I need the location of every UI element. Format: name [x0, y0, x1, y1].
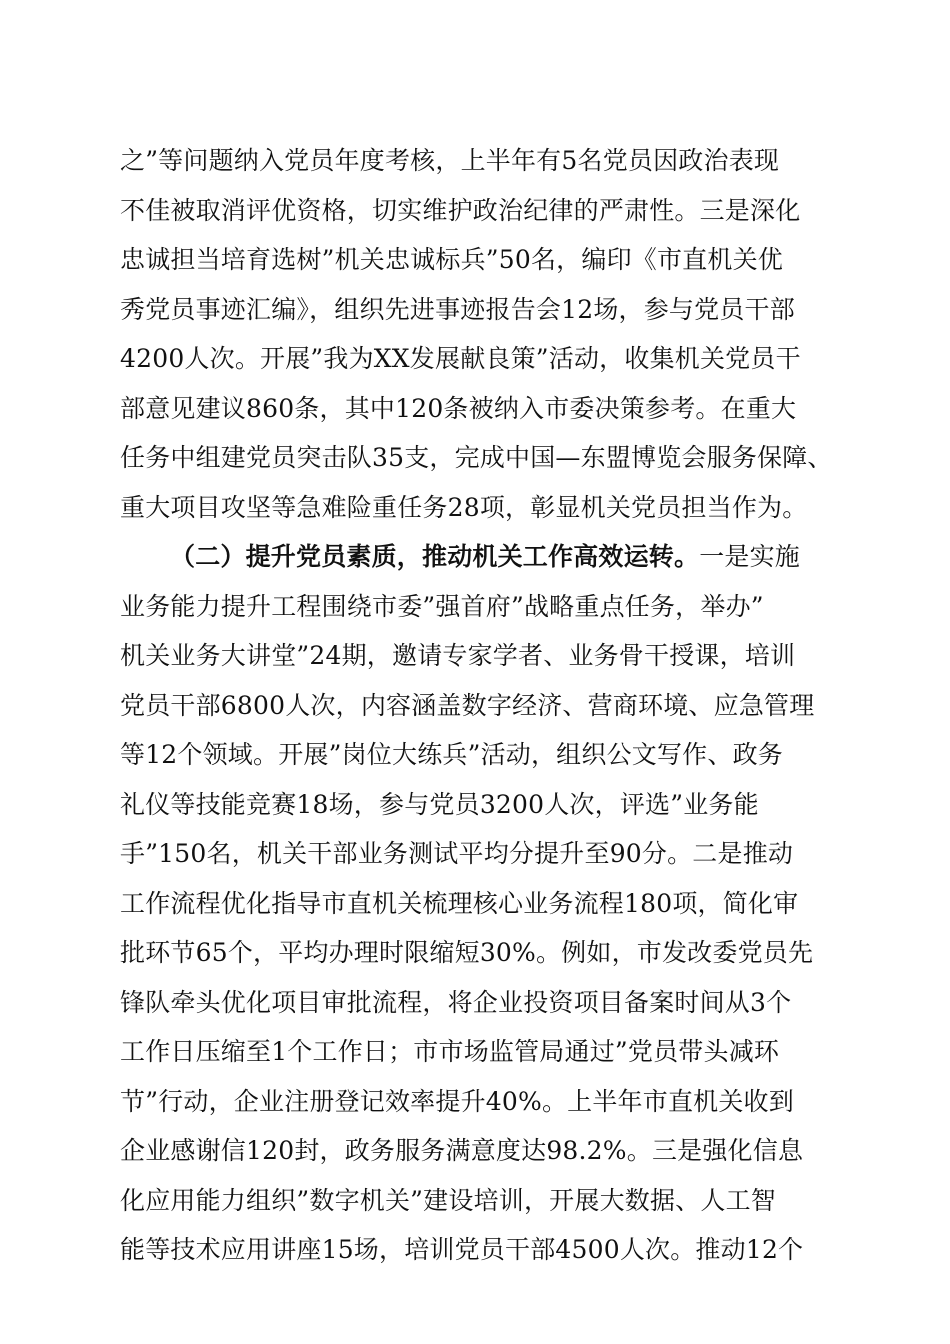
text-line: 4200人次。开展”我为XX发展献良策”活动，收集机关党员干	[120, 344, 801, 373]
text-line: 重大项目攻坚等急难险重任务28项，彰显机关党员担当作为。	[120, 492, 808, 522]
text-line: 不佳被取消评优资格，切实维护政治纪律的严肃性。三是深化	[120, 195, 801, 225]
text-line: 工作日压缩至1个工作日；市市场监管局通过”党员带头减环	[120, 1037, 780, 1066]
text-line: 业务能力提升工程围绕市委”强首府”战略重点任务，举办”	[120, 591, 764, 621]
text-line: 锋队牵头优化项目审批流程，将企业投资项目备案时间从3个	[120, 987, 792, 1017]
text-line: 秀党员事迹汇编》，组织先进事迹报告会12场，参与党员干部	[120, 294, 795, 324]
section-heading: （二）提升党员素质，推动机关工作高效运转。	[170, 542, 700, 571]
text-line: 等12个领域。开展”岗位大练兵”活动，组织公文写作、政务	[120, 740, 783, 769]
text-line: 忠诚担当培育选树”机关忠诚标兵”50名，编印《市直机关优	[120, 245, 783, 274]
text-line: 手”150名，机关干部业务测试平均分提升至90分。二是推动	[120, 839, 794, 868]
section-heading-line	[120, 532, 832, 582]
text-line: 部意见建议860条，其中120条被纳入市委决策参考。在重大	[120, 393, 797, 423]
text-line: 机关业务大讲堂”24期，邀请专家学者、业务骨干授课，培训	[120, 641, 796, 670]
text-line: 工作流程优化指导市直机关梳理核心业务流程180项，简化审	[120, 888, 799, 918]
text-line: 节”行动，企业注册登记效率提升40%。上半年市直机关收到	[120, 1086, 794, 1116]
text-line: 礼仪等技能竞赛18场，参与党员3200人次，评选”业务能	[120, 789, 759, 819]
body-text	[120, 136, 832, 1275]
text-line: 任务中组建党员突击队35支，完成中国—东盟博览会服务保障、	[120, 443, 833, 472]
text-line: 之”等问题纳入党员年度考核，上半年有5名党员因政治表现	[120, 146, 780, 175]
text-line: 企业感谢信120封，政务服务满意度达98.2%。三是强化信息	[120, 1136, 804, 1165]
text-line: 党员干部6800人次，内容涵盖数字经济、营商环境、应急管理	[120, 690, 815, 720]
section-heading-continuation: 一是实施	[699, 542, 801, 571]
text-line: 能等技术应用讲座15场，培训党员干部4500人次。推动12个	[120, 1235, 804, 1264]
text-line: 化应用能力组织”数字机关”建设培训，开展大数据、人工智	[120, 1185, 776, 1215]
text-line: 批环节65个，平均办理时限缩短30%。例如，市发改委党员先	[120, 938, 814, 967]
